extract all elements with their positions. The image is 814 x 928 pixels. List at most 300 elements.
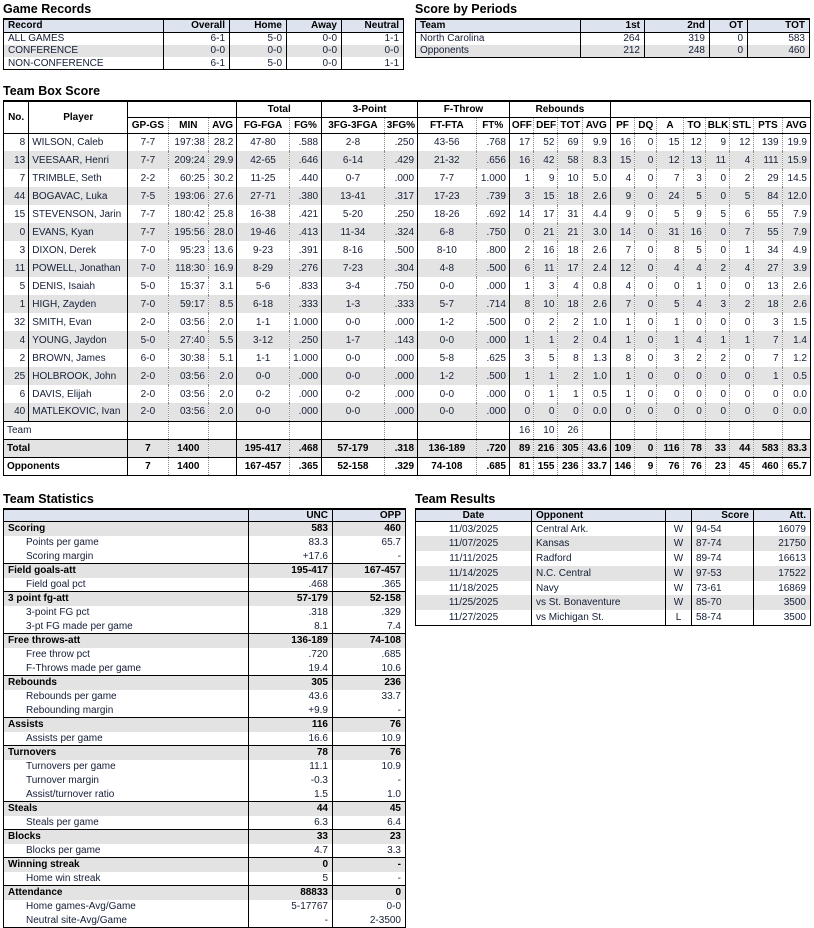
stat-cell: 1.0 [582, 367, 610, 385]
stat-label-cell: Steals per game [4, 816, 249, 830]
stat-cell: 15 [657, 133, 683, 151]
stat-cell: 136-189 [418, 439, 477, 457]
stat-cell: 58 [558, 151, 582, 169]
team-row [4, 421, 811, 439]
game-records-section [3, 2, 405, 70]
opp-value-cell: .365 [333, 578, 406, 592]
stat-label-cell: Blocks per game [4, 844, 249, 858]
table-row [416, 551, 811, 566]
stat-cell: 3-12 [237, 331, 290, 349]
stat-cell: 12 [610, 259, 634, 277]
stat-cell: 17 [534, 205, 558, 223]
stat-cell: 16.9 [208, 259, 236, 277]
score-cell: 87-74 [692, 536, 754, 551]
stat-cell: 0 [635, 259, 657, 277]
stat-cell: .318 [384, 439, 417, 457]
stat-cell: 21 [534, 223, 558, 241]
stat-cell: 55 [754, 205, 782, 223]
stat-cell: 30.2 [208, 169, 236, 187]
stat-label-cell: Points per game [4, 536, 249, 550]
stat-cell: 31 [657, 223, 683, 241]
stat-cell: 5 [683, 187, 705, 205]
row-label-cell: Total [4, 439, 128, 457]
stat-label-cell: Assists [4, 718, 249, 732]
game-records-title: Game Records [3, 2, 405, 16]
player-name-cell: DAVIS, Elijah [29, 385, 128, 403]
stat-cell: 9 [683, 205, 705, 223]
table-row [4, 385, 811, 403]
stat-cell: 0 [683, 385, 705, 403]
column-header: No. [4, 101, 29, 133]
stat-cell: 19-46 [237, 223, 290, 241]
stat-cell: 16 [534, 241, 558, 259]
opponent-cell: Radford [532, 551, 666, 566]
opp-value-cell: 2-3500 [333, 914, 406, 928]
stat-cell: 0-0 [418, 331, 477, 349]
stat-cell: 1-1 [237, 313, 290, 331]
stat-cell: 1.2 [782, 349, 810, 367]
stat-cell: 1 [730, 331, 754, 349]
stat-cell: 193:06 [168, 187, 208, 205]
total-row [4, 439, 811, 457]
stat-cell: 1-7 [322, 331, 385, 349]
team-statistics-section [3, 492, 405, 928]
stat-cell: 0 [683, 403, 705, 421]
stat-label-cell: Free throw pct [4, 648, 249, 662]
opp-value-cell: 0 [333, 886, 406, 900]
stat-cell: 42-65 [237, 151, 290, 169]
stat-cell: 34 [754, 241, 782, 259]
stat-cell: 13.6 [208, 241, 236, 259]
stat-cell: 0 [657, 403, 683, 421]
stat-cell: 7-23 [322, 259, 385, 277]
stat-cell: 1-2 [418, 367, 477, 385]
stat-cell: 11 [705, 151, 729, 169]
column-header: PF [610, 117, 634, 133]
stat-cell: 45 [730, 457, 754, 475]
column-header: Away [287, 19, 342, 32]
stat-cell: 0.0 [782, 403, 810, 421]
stat-cell: 55 [754, 223, 782, 241]
unc-value-cell: 11.1 [249, 760, 333, 774]
stat-label-cell: Neutral site-Avg/Game [4, 914, 249, 928]
stat-cell: .000 [289, 367, 321, 385]
stat-cell: 0 [705, 277, 729, 295]
stat-cell: 4.9 [782, 241, 810, 259]
player-name-cell: DIXON, Derek [29, 241, 128, 259]
stat-cell: 305 [558, 439, 582, 457]
stat-cell [730, 421, 754, 439]
stat-cell: 5 [683, 241, 705, 259]
stat-cell: .646 [289, 151, 321, 169]
stat-cell: 13-41 [322, 187, 385, 205]
stat-cell: .000 [476, 403, 509, 421]
jersey-number-cell: 32 [4, 313, 29, 331]
opp-value-cell: 6.4 [333, 816, 406, 830]
stat-cell: 0-0 [164, 45, 230, 58]
stat-cell: 12 [657, 151, 683, 169]
stat-cell: 57-179 [322, 439, 385, 457]
stat-cell: 2 [730, 169, 754, 187]
stat-cell: 7-7 [128, 223, 168, 241]
stat-cell: 7 [754, 349, 782, 367]
stat-cell: 0 [635, 385, 657, 403]
column-header: 3FG-3FGA [322, 117, 385, 133]
table-row [4, 259, 811, 277]
stat-cell: 21 [558, 223, 582, 241]
stat-cell: 8 [610, 349, 634, 367]
stat-cell: 69 [558, 133, 582, 151]
unc-value-cell: 136-189 [249, 634, 333, 648]
column-header: 1st [581, 19, 645, 32]
game-records-table [3, 18, 404, 70]
table-row [416, 595, 811, 610]
stat-cell: .000 [384, 367, 417, 385]
stat-cell: 1 [657, 313, 683, 331]
stat-cell: 2.6 [782, 277, 810, 295]
stat-cell: 7-0 [128, 241, 168, 259]
stat-cell: 0 [705, 385, 729, 403]
score-cell: 89-74 [692, 551, 754, 566]
opp-value-cell: 236 [333, 676, 406, 690]
table-row [4, 760, 406, 774]
stat-cell: 0 [705, 403, 729, 421]
opp-value-cell: 0-0 [333, 900, 406, 914]
stat-cell: 0 [635, 331, 657, 349]
table-row [4, 295, 811, 313]
stat-cell: 1 [509, 169, 533, 187]
stat-cell: 0 [635, 367, 657, 385]
column-header: STL [730, 117, 754, 133]
stat-cell: 5 [534, 349, 558, 367]
stat-label-cell: Turnover margin [4, 774, 249, 788]
score-cell: 85-70 [692, 595, 754, 610]
table-row [4, 830, 406, 844]
stat-cell: 0-0 [418, 385, 477, 403]
box-score-group-header-row [4, 101, 811, 117]
opp-value-cell: 7.4 [333, 620, 406, 634]
stat-cell: .000 [384, 349, 417, 367]
stat-cell: 0 [705, 313, 729, 331]
stat-cell: 44 [730, 439, 754, 457]
stat-cell: 81 [509, 457, 533, 475]
stat-cell: 1-1 [237, 349, 290, 367]
column-header: AVG [782, 117, 810, 133]
team-name-cell: North Carolina [416, 32, 581, 45]
stat-cell: 9-23 [237, 241, 290, 259]
stat-cell: .714 [476, 295, 509, 313]
stat-label-cell: Scoring margin [4, 550, 249, 564]
stat-cell: 197:38 [168, 133, 208, 151]
stat-cell: 0 [635, 349, 657, 367]
stat-cell: 4 [730, 259, 754, 277]
stat-cell: 1-2 [418, 313, 477, 331]
stat-cell: .324 [384, 223, 417, 241]
stat-cell: 27.6 [208, 187, 236, 205]
stat-cell: 6-18 [237, 295, 290, 313]
stat-cell: 0-7 [322, 169, 385, 187]
stat-cell: .317 [384, 187, 417, 205]
jersey-number-cell: 15 [4, 205, 29, 223]
table-row [4, 620, 406, 634]
unc-value-cell: 16.6 [249, 732, 333, 746]
opp-value-cell: 74-108 [333, 634, 406, 648]
stat-cell: 0-0 [322, 313, 385, 331]
opp-value-cell: - [333, 774, 406, 788]
stat-cell: 2 [705, 349, 729, 367]
stat-cell: 3 [705, 295, 729, 313]
column-group-header [610, 101, 810, 117]
player-name-cell: SMITH, Evan [29, 313, 128, 331]
stat-cell: 12 [683, 133, 705, 151]
column-header: Neutral [342, 19, 404, 32]
stat-label-cell: 3-pt FG made per game [4, 620, 249, 634]
stat-label-cell: F-Throws made per game [4, 662, 249, 676]
stat-cell: 0.0 [582, 403, 610, 421]
stat-cell: 1 [610, 367, 634, 385]
player-name-cell: TRIMBLE, Seth [29, 169, 128, 187]
stat-cell: .625 [476, 349, 509, 367]
table-row [4, 133, 811, 151]
jersey-number-cell: 44 [4, 187, 29, 205]
column-group-header: Rebounds [509, 101, 610, 117]
stat-cell: .750 [384, 277, 417, 295]
stat-cell: 2.0 [208, 313, 236, 331]
unc-value-cell: 116 [249, 718, 333, 732]
stat-cell: 1 [534, 385, 558, 403]
player-name-cell: MATLEKOVIC, Ivan [29, 403, 128, 421]
column-header [666, 509, 692, 522]
stat-cell: 0-2 [237, 385, 290, 403]
stat-cell: 2.0 [208, 403, 236, 421]
stat-cell: 65.7 [782, 457, 810, 475]
stat-cell: 3.9 [782, 259, 810, 277]
stat-cell: .250 [289, 331, 321, 349]
table-row [4, 844, 406, 858]
jersey-number-cell: 2 [4, 349, 29, 367]
stat-cell: 29 [754, 169, 782, 187]
stat-cell: 0 [754, 403, 782, 421]
table-row [4, 331, 811, 349]
stat-cell [782, 421, 810, 439]
table-row [4, 690, 406, 704]
stat-cell: 7 [128, 439, 168, 457]
stat-cell: 0-0 [342, 45, 404, 58]
top-section [3, 2, 811, 70]
stat-cell: 8 [558, 349, 582, 367]
unc-value-cell: 1.5 [249, 788, 333, 802]
stat-cell: .250 [384, 133, 417, 151]
stat-cell: 5-0 [230, 32, 287, 45]
column-header: FT% [476, 117, 509, 133]
jersey-number-cell: 40 [4, 403, 29, 421]
stat-cell [208, 457, 236, 475]
stat-cell: 460 [754, 457, 782, 475]
date-cell: 11/25/2025 [416, 595, 532, 610]
stat-cell: .365 [289, 457, 321, 475]
stat-cell: 0 [635, 439, 657, 457]
stat-cell: 0 [635, 277, 657, 295]
box-score-table [3, 100, 811, 476]
stat-cell: 1 [754, 367, 782, 385]
opp-value-cell: - [333, 550, 406, 564]
bottom-section [3, 492, 811, 928]
attendance-cell: 3500 [754, 610, 811, 625]
opp-value-cell: 52-158 [333, 592, 406, 606]
stat-cell: .656 [476, 151, 509, 169]
stat-cell: .421 [289, 205, 321, 223]
stat-cell: 0 [730, 313, 754, 331]
stat-cell: 195:56 [168, 223, 208, 241]
player-name-cell: HOLBROOK, John [29, 367, 128, 385]
table-row [4, 564, 406, 578]
stat-cell: 15 [610, 151, 634, 169]
stat-cell: 0-0 [230, 45, 287, 58]
column-header: 3FG% [384, 117, 417, 133]
stat-cell: 2 [558, 331, 582, 349]
stat-cell: 7-7 [128, 151, 168, 169]
jersey-number-cell: 6 [4, 385, 29, 403]
stat-cell [237, 421, 290, 439]
stat-cell: 16 [683, 223, 705, 241]
stat-cell: 11 [534, 259, 558, 277]
table-row [416, 522, 811, 537]
stat-cell: 0-0 [287, 32, 342, 45]
stat-cell: 0 [635, 403, 657, 421]
stat-cell: 5-0 [230, 57, 287, 70]
player-name-cell: EVANS, Kyan [29, 223, 128, 241]
table-row [4, 746, 406, 760]
stat-cell: 3.1 [208, 277, 236, 295]
attendance-cell: 16079 [754, 522, 811, 537]
stat-cell: 8-16 [322, 241, 385, 259]
opp-value-cell: 65.7 [333, 536, 406, 550]
stat-cell: 4 [610, 169, 634, 187]
stat-cell: 2.4 [582, 259, 610, 277]
stat-label-cell: Turnovers [4, 746, 249, 760]
stat-cell: 7 [730, 223, 754, 241]
record-label-cell: ALL GAMES [4, 32, 164, 45]
stat-cell: 4 [683, 331, 705, 349]
stat-cell: 25.8 [208, 205, 236, 223]
stat-cell: 2.6 [582, 295, 610, 313]
stat-cell: 1 [610, 331, 634, 349]
stat-cell: 3 [683, 169, 705, 187]
stat-cell: 47-80 [237, 133, 290, 151]
column-group-header: Total [237, 101, 322, 117]
stat-cell: 15:37 [168, 277, 208, 295]
stat-cell: .720 [476, 439, 509, 457]
column-header: AVG [208, 117, 236, 133]
table-row [416, 566, 811, 581]
stat-cell: 30:38 [168, 349, 208, 367]
table-row [4, 592, 406, 606]
stat-cell: 9 [610, 187, 634, 205]
opponents-row [4, 457, 811, 475]
stat-cell: 1 [730, 241, 754, 259]
stat-cell: .304 [384, 259, 417, 277]
table-row [4, 648, 406, 662]
stat-cell: 2.6 [782, 295, 810, 313]
column-header: TO [683, 117, 705, 133]
stat-cell: .000 [476, 331, 509, 349]
stat-cell: 42 [534, 151, 558, 169]
stat-cell: 2-0 [128, 403, 168, 421]
stat-cell [610, 421, 634, 439]
stat-label-cell: Winning streak [4, 858, 249, 872]
stat-cell: 2-8 [322, 133, 385, 151]
column-header: Player [29, 101, 128, 133]
table-header-row [4, 509, 406, 522]
stat-cell: 23 [705, 457, 729, 475]
stat-label-cell: Field goals-att [4, 564, 249, 578]
stat-cell: 0.5 [582, 385, 610, 403]
stat-cell: 4 [657, 259, 683, 277]
score-cell: 73-61 [692, 581, 754, 596]
stat-cell: 0 [534, 403, 558, 421]
stat-cell: 0 [509, 313, 533, 331]
column-header: FG-FGA [237, 117, 290, 133]
attendance-cell: 16613 [754, 551, 811, 566]
stat-cell: 17-23 [418, 187, 477, 205]
stat-cell: 0 [710, 45, 748, 58]
stat-cell: 18 [558, 295, 582, 313]
stat-cell: 1400 [168, 439, 208, 457]
stat-cell: 0 [683, 367, 705, 385]
unc-value-cell: 5 [249, 872, 333, 886]
stat-cell [208, 439, 236, 457]
stat-cell: 216 [534, 439, 558, 457]
stat-cell: 1.4 [782, 331, 810, 349]
unc-value-cell: - [249, 914, 333, 928]
column-header: A [657, 117, 683, 133]
stat-cell: 03:56 [168, 385, 208, 403]
stat-label-cell: Scoring [4, 522, 249, 536]
stat-cell: 33.7 [582, 457, 610, 475]
team-box-score-title: Team Box Score [3, 84, 811, 98]
unc-value-cell: 8.1 [249, 620, 333, 634]
column-header: Overall [164, 19, 230, 32]
table-row [4, 816, 406, 830]
stat-cell: 7-5 [128, 187, 168, 205]
stat-cell: 3 [509, 349, 533, 367]
table-row [4, 872, 406, 886]
opp-value-cell: 10.6 [333, 662, 406, 676]
stat-cell: 109 [610, 439, 634, 457]
stat-label-cell: Turnovers per game [4, 760, 249, 774]
stat-cell: 6-14 [322, 151, 385, 169]
player-name-cell: STEVENSON, Jarin [29, 205, 128, 223]
jersey-number-cell: 3 [4, 241, 29, 259]
stat-cell: 0.4 [582, 331, 610, 349]
stat-cell: 13 [754, 277, 782, 295]
player-name-cell: HIGH, Zayden [29, 295, 128, 313]
table-row [4, 802, 406, 816]
team-box-score-section [3, 84, 811, 476]
stat-cell: 9 [534, 169, 558, 187]
stat-cell: 5 [705, 205, 729, 223]
stat-cell: .588 [289, 133, 321, 151]
column-header: Record [4, 19, 164, 32]
stat-cell: 0 [657, 385, 683, 403]
table-row [4, 676, 406, 690]
stat-cell: 24 [657, 187, 683, 205]
stat-cell: 8 [509, 295, 533, 313]
stat-label-cell: Rebounds [4, 676, 249, 690]
stat-cell: 6-1 [164, 32, 230, 45]
stat-cell: 83.3 [782, 439, 810, 457]
stat-cell: 9 [635, 457, 657, 475]
